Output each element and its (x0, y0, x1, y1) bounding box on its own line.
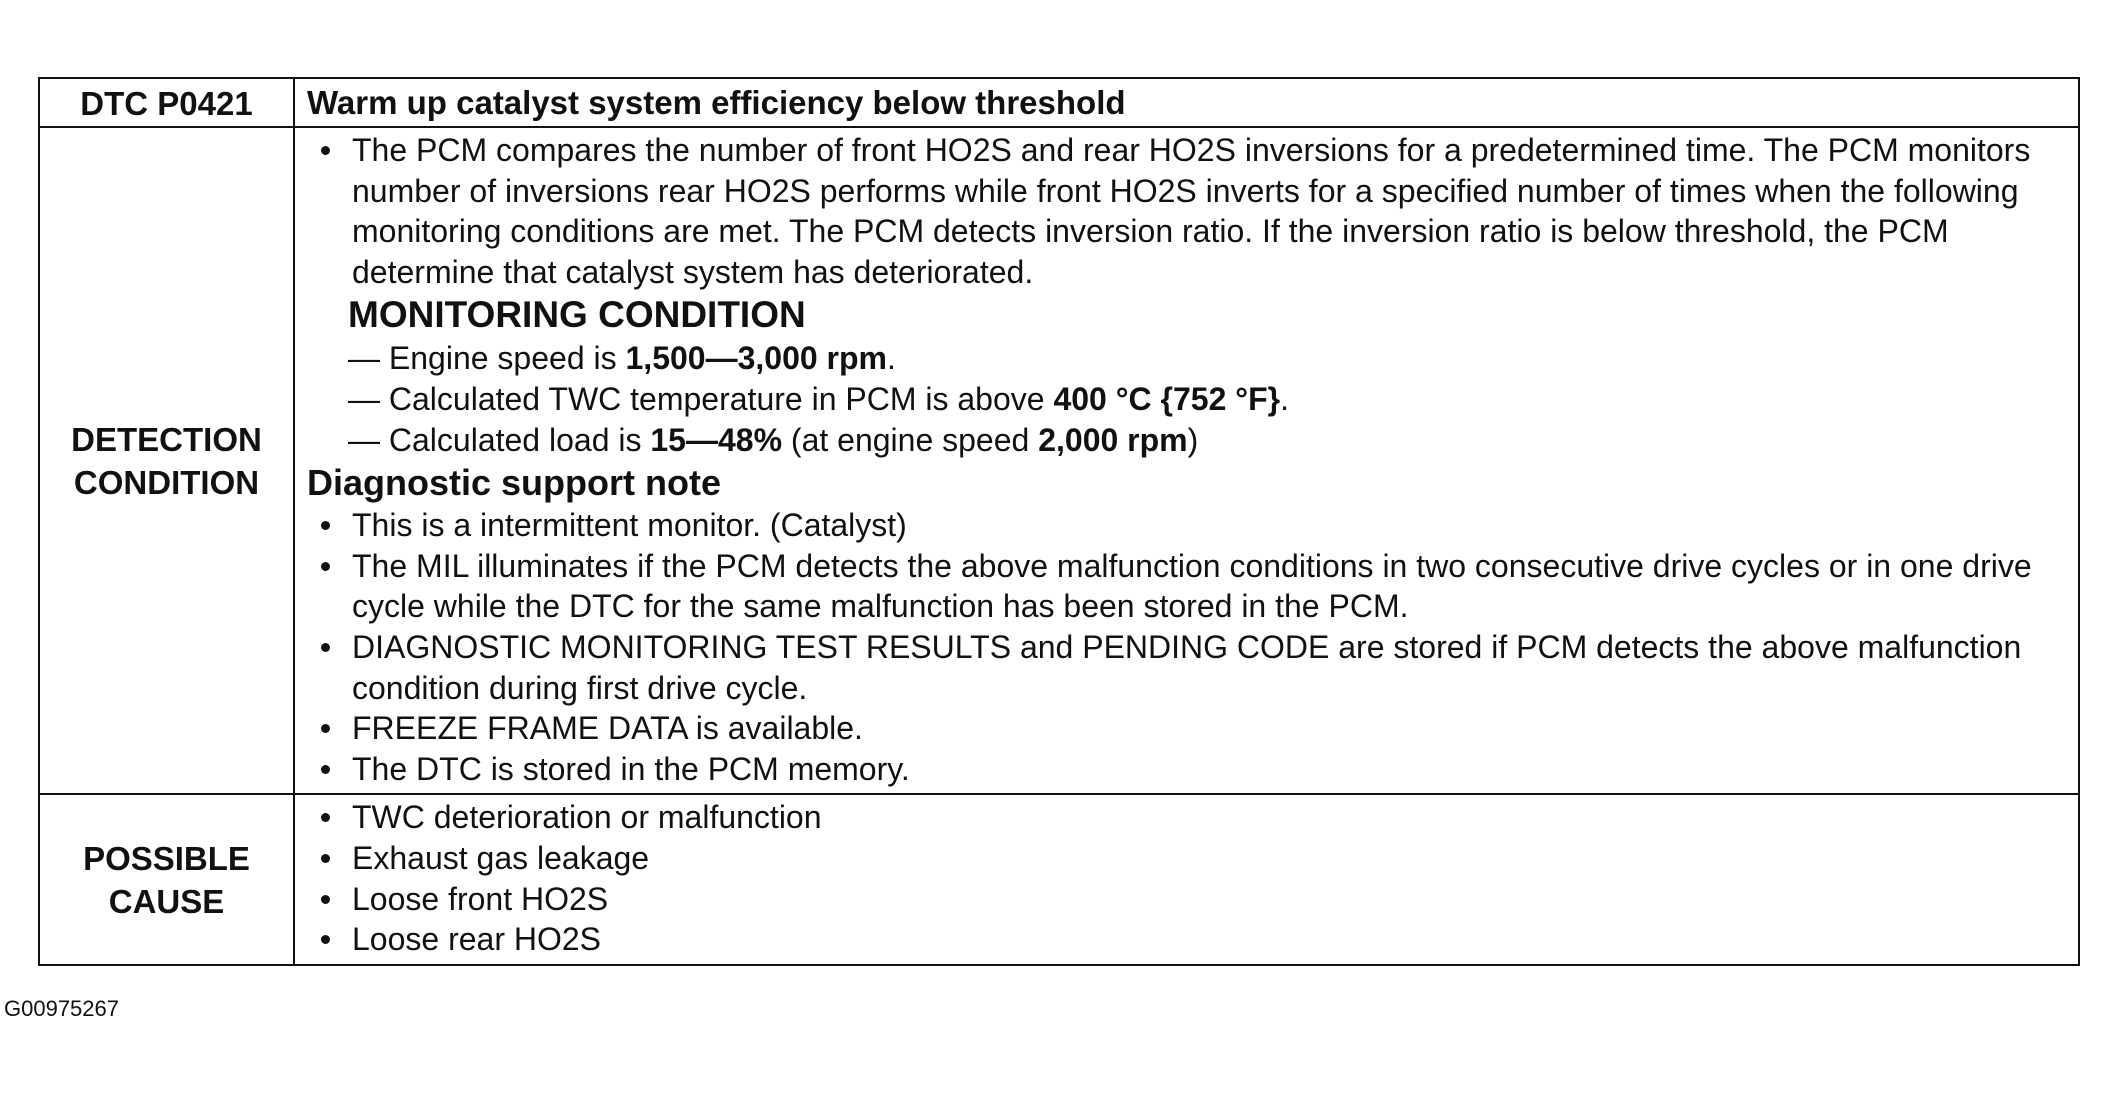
cause-item: TWC deterioration or malfunction (305, 797, 2068, 838)
cause-item: Loose front HO2S (305, 879, 2068, 920)
cause-label (39, 794, 294, 964)
condition-suffix: . (887, 340, 896, 377)
cause-item: Exhaust gas leakage (305, 838, 2068, 879)
condition-suffix: ) (1187, 421, 1199, 458)
note-item: This is a intermittent monitor. (Catalyst) (305, 505, 2068, 546)
note-item: The DTC is stored in the PCM memory. (305, 749, 2068, 790)
detection-row (39, 127, 2079, 794)
monitoring-heading: MONITORING CONDITION (348, 294, 806, 336)
dtc-title: Warm up catalyst system efficiency below threshold (294, 78, 2079, 127)
cause-label-line2: CAUSE (108, 882, 225, 920)
cause-content (294, 794, 2079, 964)
note-item: The MIL illuminates if the PCM detects the above malfunction conditions in two consecutive drive cycles or in one drive cycle while the DTC for the same malfunction has been stored in the PCM. (305, 546, 2068, 627)
condition-item (348, 420, 2068, 461)
detection-intro: The PCM compares the number of front HO2S and rear HO2S inversions for a predetermined time. The PCM monitors number of inversions rear HO2S performs while front HO2S inverts for a specified number of times when the following monitoring conditions are met. The PCM detects inversion ratio. If the inversion ratio is below threshold, the PCM determine that catalyst system has deteriorated. (305, 130, 2068, 292)
condition-value: 400 °C {752 °F} (1053, 380, 1281, 417)
cause-list (305, 797, 2068, 959)
cause-item: Loose rear HO2S (305, 919, 2068, 960)
detection-label-line2: CONDITION (73, 463, 260, 501)
condition-value: 1,500—3,000 rpm (625, 340, 887, 377)
detection-content (294, 127, 2079, 794)
detection-label (39, 127, 294, 794)
diagnostic-heading: Diagnostic support note (307, 462, 721, 504)
condition-middle: (at engine speed (782, 421, 1039, 458)
diagnostic-notes (305, 505, 2068, 789)
condition-prefix: — Engine speed is (348, 340, 626, 377)
condition-value: 2,000 rpm (1038, 421, 1188, 458)
monitoring-conditions (305, 338, 2068, 460)
figure-id: G00975267 (4, 996, 119, 1021)
cause-label-line1: POSSIBLE (83, 839, 250, 877)
title-row (39, 78, 2079, 127)
condition-value: 15—48% (650, 421, 783, 458)
note-item: DIAGNOSTIC MONITORING TEST RESULTS and PENDING CODE are stored if PCM detects the above malfunction condition during first drive cycle. (305, 627, 2068, 708)
cause-row (39, 794, 2079, 964)
detection-intro-list (305, 130, 2068, 292)
condition-item (348, 379, 2068, 420)
condition-prefix: — Calculated TWC temperature in PCM is above (348, 380, 1054, 417)
condition-suffix: . (1280, 380, 1289, 417)
condition-prefix: — Calculated load is (348, 421, 651, 458)
note-item: FREEZE FRAME DATA is available. (305, 708, 2068, 749)
dtc-table (38, 77, 2080, 966)
condition-item (348, 338, 2068, 379)
detection-label-line1: DETECTION (71, 420, 262, 458)
dtc-code: DTC P0421 (39, 78, 294, 127)
